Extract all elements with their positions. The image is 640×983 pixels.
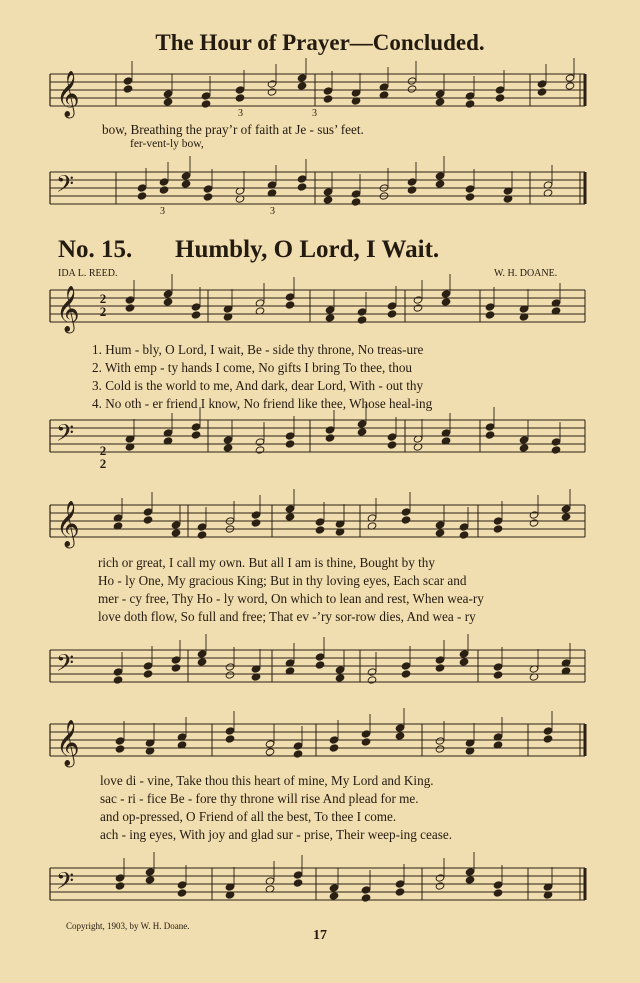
svg-text:𝄞: 𝄞	[56, 71, 80, 117]
svg-text:𝄞: 𝄞	[56, 720, 80, 766]
verse-2-line: Ho - ly One, My gracious King; But in thy loving eyes, Each scar and	[98, 573, 467, 588]
verse-1-line: love di - vine, Take thou this heart of mine, My Lord and King.	[100, 773, 434, 788]
page-number: 17	[313, 928, 327, 943]
system-2-lyrics	[98, 555, 618, 627]
verse-3-line: 3. Cold is the world to me, And dark, dear Lord, With - out thy	[92, 378, 424, 393]
prev-hymn-lyrics-line2: fer-vent-ly bow,	[130, 138, 204, 150]
svg-text:𝄢: 𝄢	[56, 170, 75, 203]
verse-3-line: mer - cy free, Thy Ho - ly word, On which to lean and rest, When wea-ry	[98, 591, 484, 606]
svg-text:𝄞: 𝄞	[56, 501, 80, 547]
time-signature-treble: 2 2	[99, 291, 107, 319]
svg-text:𝄢: 𝄢	[56, 419, 75, 452]
verse-4-line: love doth flow, So full and free; That ev -’ry sor-row dies, And wea - ry	[98, 609, 476, 624]
system-3-lyrics	[100, 773, 620, 845]
verse-3-line: and op-pressed, O Friend of all the best, To thee I come.	[100, 809, 397, 824]
verse-2-line: 2. With emp - ty hands I come, No gifts I bring To thee, thou	[92, 360, 413, 375]
prev-hymn-lyrics-line1: bow, Breathing the pray’r of faith at Je - sus’ feet.	[102, 122, 364, 137]
system-1-lyrics	[92, 342, 612, 414]
svg-text:𝄢: 𝄢	[56, 867, 75, 900]
svg-text:𝄞: 𝄞	[56, 286, 80, 332]
hymn-title: Humbly, O Lord, I Wait.	[175, 236, 440, 263]
triplet-mark: 3	[160, 206, 165, 217]
clefs	[56, 71, 80, 900]
hymn-author: IDA L. REED.	[58, 268, 118, 279]
triplet-mark: 3	[270, 206, 275, 217]
verse-1-line: 1. Hum - bly, O Lord, I wait, Be - side thy throne, No treas-ure	[92, 342, 424, 357]
triplet-mark: 3	[238, 108, 243, 119]
verse-4-line: 4. No oth - er friend I know, No friend like thee, Whose heal-ing	[92, 396, 433, 411]
verse-2-line: sac - ri - fice Be - fore thy throne will rise And plead for me.	[100, 791, 419, 806]
verse-4-line: ach - ing eyes, With joy and glad sur - prise, Their weep-ing cease.	[100, 827, 452, 842]
verse-1-line: rich or great, I call my own. But all I am is thine, Bought by thy	[98, 555, 435, 570]
hymn-number: No. 15.	[58, 236, 133, 263]
triplet-mark: 3	[312, 108, 317, 119]
hymn-composer: W. H. DOANE.	[494, 268, 558, 279]
time-signature-bass: 2 2	[99, 443, 107, 471]
prev-hymn-title: The Hour of Prayer—Concluded.	[155, 30, 485, 55]
svg-text:𝄢: 𝄢	[56, 649, 75, 682]
copyright-notice: Copyright, 1903, by W. H. Doane.	[66, 921, 190, 931]
